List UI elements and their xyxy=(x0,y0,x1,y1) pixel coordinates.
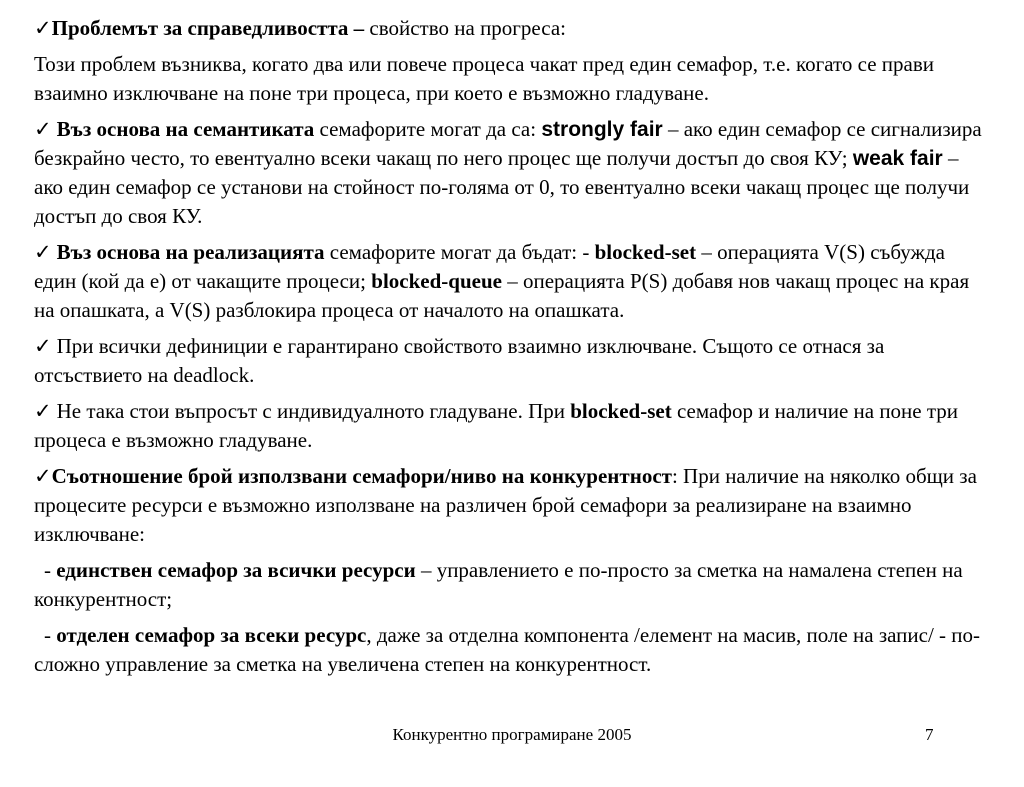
starvation-paragraph xyxy=(34,397,989,455)
checkmark-icon: ✓ xyxy=(34,117,52,141)
implementation-text-1: семафорите могат да бъдат: - xyxy=(324,240,595,264)
separate-semaphore-heading: отделен семафор за всеки ресурс xyxy=(56,623,367,647)
page-number: 7 xyxy=(925,725,934,744)
strongly-fair-term: strongly fair xyxy=(541,118,663,141)
fairness-paragraph xyxy=(34,14,989,43)
semantics-text-3: – ако един семафор се установи на стойност по-голяма от 0, то евентуално всеки чакащ процес ще получи достъп до своя КУ. xyxy=(34,146,970,228)
fairness-description xyxy=(34,50,989,108)
checkmark-icon: ✓ xyxy=(34,464,52,488)
single-semaphore-text: – управлението е по-просто за сметка на намалена степен на конкурентност; xyxy=(34,558,963,611)
weak-fair-term: weak fair xyxy=(852,147,943,170)
blocked-set-term: blocked-set xyxy=(570,399,672,423)
single-semaphore-heading: единствен семафор за всички ресурси xyxy=(56,558,416,582)
implementation-paragraph xyxy=(34,238,989,325)
dash-marker: - xyxy=(44,558,57,582)
semantics-paragraph xyxy=(34,115,989,231)
concurrency-heading: Съотношение брой използвани семафори/ниво на конкурентност xyxy=(51,464,672,488)
concurrency-text: : При наличие на няколко общи за процесите ресурси е възможно използване на различен брой семафори за реализиране на взаимно изключване: xyxy=(34,464,977,546)
mutual-exclusion-text: При всички дефиниции е гарантирано свойството взаимно изключване. Същото се отнася за отсъствието на deadlock. xyxy=(34,334,885,387)
semantics-text-2: – ако един семафор се сигнализира безкрайно често, то евентуално всеки чакащ по него процес ще получи достъп до своя КУ; xyxy=(34,117,982,170)
fairness-heading: Проблемът за справедливостта – xyxy=(51,16,365,40)
separate-semaphore-item xyxy=(34,621,989,679)
checkmark-icon: ✓ xyxy=(34,16,52,40)
checkmark-icon: ✓ xyxy=(34,334,52,358)
starvation-text-2: семафор и наличие на поне три процеса е възможно гладуване. xyxy=(34,399,959,452)
checkmark-icon: ✓ xyxy=(34,240,52,264)
fairness-description-text: Този проблем възниква, когато два или повече процеса чакат пред един семафор, т.е. когато се прави взаимно изключване на поне три процеса, при което е възможно гладуване. xyxy=(34,52,934,105)
checkmark-icon: ✓ xyxy=(34,399,52,423)
slide-content xyxy=(34,14,989,686)
single-semaphore-item xyxy=(34,556,989,614)
semantics-text-1: семафорите могат да са: xyxy=(314,117,542,141)
blocked-queue-term: blocked-queue xyxy=(371,269,502,293)
starvation-text-1: Не така стои въпросът с индивидуалното гладуване. При xyxy=(56,399,571,423)
implementation-text-3: – операцията P(S) добавя нов чакащ процес на края на опашката, а V(S) разблокира процеса от началото на опашката. xyxy=(34,269,970,322)
semantics-heading: Въз основа на семантиката xyxy=(56,117,315,141)
concurrency-paragraph xyxy=(34,462,989,549)
footer-title: Конкурентно програмиране 2005 xyxy=(392,725,632,744)
dash-marker: - xyxy=(44,623,57,647)
mutual-exclusion-paragraph xyxy=(34,332,989,390)
separate-semaphore-text: , даже за отделна компонента /елемент на масив, поле на запис/ - по-сложно управление за сметка на увеличена степен на конкурентност. xyxy=(34,623,981,676)
blocked-set-term: blocked-set xyxy=(594,240,697,264)
implementation-heading: Въз основа на реализацията xyxy=(56,240,325,264)
implementation-text-2: – операцията V(S) събужда един (кой да е) от чакащите процеси; xyxy=(34,240,945,293)
fairness-heading-rest: свойство на прогреса: xyxy=(364,16,566,40)
